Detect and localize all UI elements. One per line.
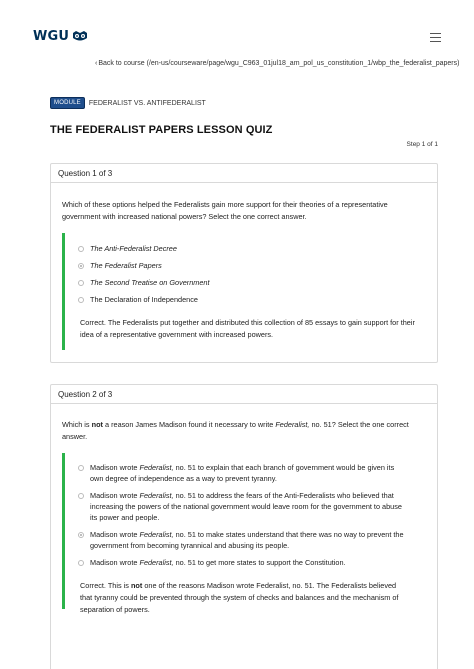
- question-text: [51, 404, 437, 442]
- question-text: Which of these options helped the Federalists gain more support for their theories of a representative government with increased national powers? Select the one correct answer.: [62, 200, 388, 221]
- option-label: The Second Treatise on Government: [90, 278, 210, 287]
- question-text-part: a reason James Madison found it necessary to write: [102, 420, 276, 429]
- correct-indicator-bar: [62, 453, 65, 609]
- header: [0, 0, 474, 60]
- answer-group: [62, 453, 437, 614]
- radio-button[interactable]: [78, 246, 84, 252]
- module-badge: MODULE: [50, 97, 85, 109]
- answer-option[interactable]: [76, 557, 407, 568]
- option-label: Madison wrote Federalist, no. 51 to make states understand that there was no way to prevent the government from becoming tyrannical and abusing its people.: [90, 530, 404, 550]
- question-card-1: [50, 163, 438, 363]
- answer-option[interactable]: [76, 243, 437, 254]
- radio-button-selected[interactable]: [78, 532, 84, 538]
- module-breadcrumb: [50, 97, 206, 109]
- hamburger-menu-icon[interactable]: [430, 33, 441, 42]
- module-title: FEDERALIST VS. ANTIFEDERALIST: [88, 99, 206, 107]
- question-text-part: Which is: [62, 420, 92, 429]
- answer-option[interactable]: [76, 529, 407, 551]
- answer-feedback: Correct. The Federalists put together and distributed this collection of 85 essays to gain support for their idea of a representative government with increased powers.: [80, 318, 415, 339]
- radio-button[interactable]: [78, 560, 84, 566]
- wgu-logo[interactable]: [33, 29, 88, 44]
- answer-group: [62, 233, 437, 350]
- back-link-text: Back to course (/en-us/courseware/page/wgu_C963_01jul18_am_pol_us_constitution_1/wbp_the_federalist_papers): [98, 60, 460, 67]
- option-label: Madison wrote Federalist, no. 51 to get more states to support the Constitution.: [90, 558, 346, 567]
- back-to-course-link[interactable]: [95, 60, 459, 67]
- owl-icon: [72, 31, 88, 42]
- question-text-italic: Federalist,: [275, 420, 310, 429]
- question-header: Question 1 of 3: [51, 164, 437, 183]
- answer-option[interactable]: [76, 294, 437, 305]
- option-label: The Anti-Federalist Decree: [90, 244, 177, 253]
- answer-option[interactable]: [76, 490, 407, 523]
- radio-button[interactable]: [78, 465, 84, 471]
- radio-button[interactable]: [78, 280, 84, 286]
- logo-text: WGU: [33, 29, 70, 44]
- step-indicator: Step 1 of 1: [406, 141, 438, 148]
- option-label: Madison wrote Federalist, no. 51 to address the fears of the Anti-Federalists who believed that increasing the powers of the national government would leave room for the government to abuse its power and people.: [90, 491, 402, 522]
- answer-option[interactable]: [76, 260, 437, 271]
- answer-option[interactable]: [76, 462, 407, 484]
- answer-feedback: Correct. This is not one of the reasons Madison wrote Federalist, no. 51. The Federalists believed that tyranny could be prevented through the system of checks and balances and the mechanism of separation of powers.: [80, 581, 399, 614]
- radio-button-selected[interactable]: [78, 263, 84, 269]
- question-card-2: [50, 384, 438, 669]
- chevron-left-icon: ‹: [95, 60, 98, 67]
- option-label: The Federalist Papers: [90, 261, 162, 270]
- radio-button[interactable]: [78, 297, 84, 303]
- answer-option[interactable]: [76, 277, 437, 288]
- page-title: THE FEDERALIST PAPERS LESSON QUIZ: [50, 124, 273, 136]
- option-label: Madison wrote Federalist, no. 51 to explain that each branch of government would be given its own degree of independence as a way to prevent tyranny.: [90, 463, 395, 483]
- option-label: The Declaration of Independence: [90, 295, 198, 304]
- radio-button[interactable]: [78, 493, 84, 499]
- question-text-part: no. 51? Select the one correct answer.: [62, 420, 409, 441]
- question-header: Question 2 of 3: [51, 385, 437, 404]
- question-text-bold: not: [91, 420, 103, 429]
- correct-indicator-bar: [62, 233, 65, 350]
